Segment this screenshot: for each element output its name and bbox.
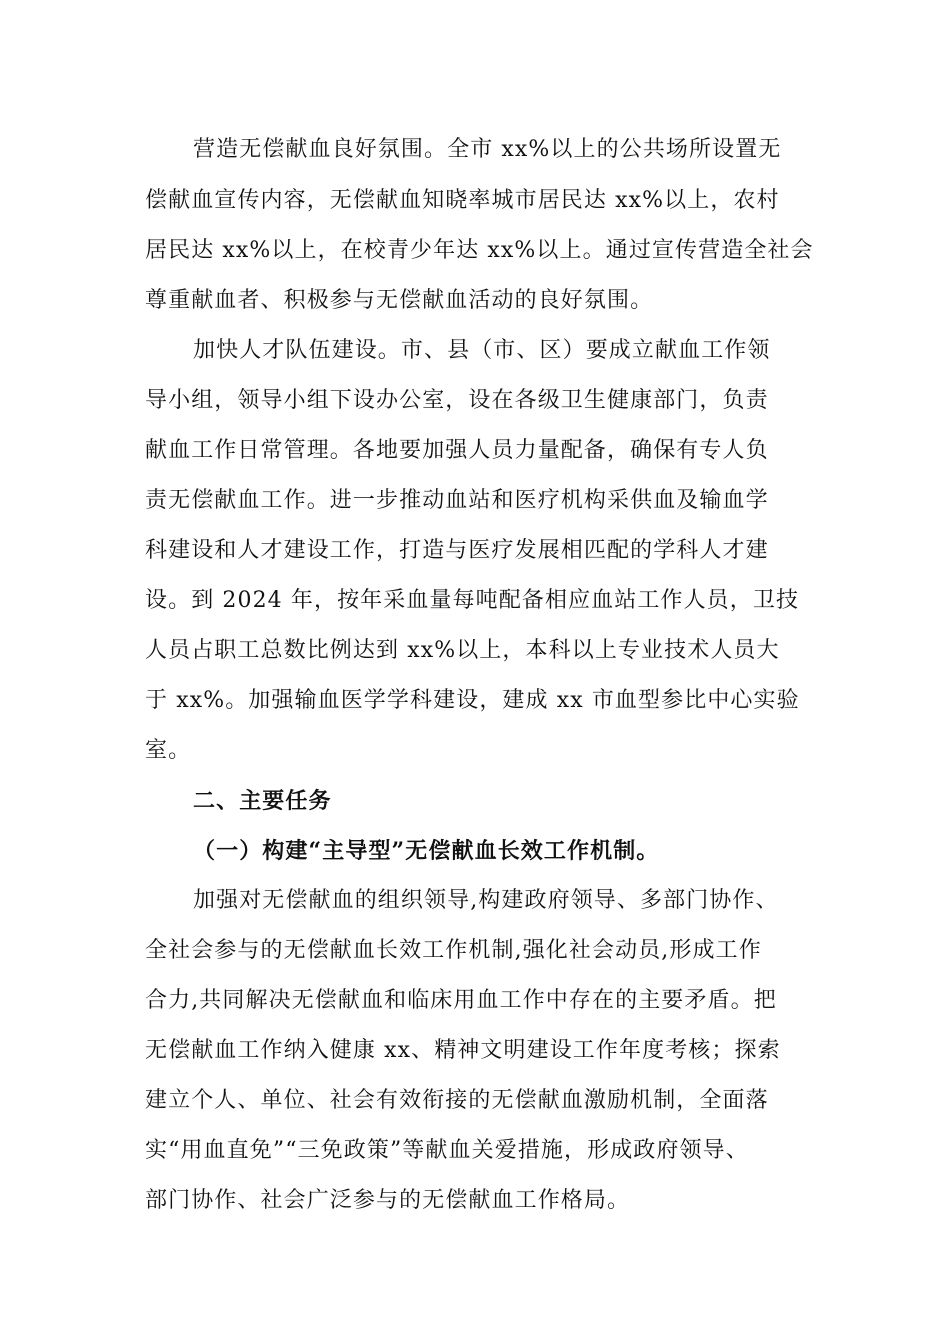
text-line-6: 导小组，领导小组下设办公室，设在各级卫生健康部门，负责: [145, 388, 769, 413]
subsection-heading: （一）构建“主导型”无偿献血长效工作机制。: [193, 838, 660, 864]
text-line-13: 室。: [145, 738, 192, 763]
section-heading: 二、主要任务: [193, 788, 332, 814]
text-line-12: 于 xx%。加强输血医学学科建设，建成 xx 市血型参比中心实验: [145, 688, 800, 713]
text-line-7: 献血工作日常管理。各地要加强人员力量配备，确保有专人负: [145, 438, 769, 463]
text-line-17: 全社会参与的无偿献血长效工作机制,强化社会动员,形成工作: [145, 938, 762, 963]
text-line-4: 尊重献血者、积极参与无偿献血活动的良好氛围。: [145, 288, 654, 313]
text-line-22: 部门协作、社会广泛参与的无偿献血工作格局。: [145, 1188, 631, 1213]
text-line-18: 合力,共同解决无偿献血和临床用血工作中存在的主要矛盾。把: [145, 988, 777, 1013]
text-line-9: 科建设和人才建设工作，打造与医疗发展相匹配的学科人才建: [145, 538, 769, 563]
text-line-20: 建立个人、单位、社会有效衔接的无偿献血激励机制，全面落: [145, 1088, 769, 1113]
text-line-21: 实“用血直免”“三免政策”等献血关爱措施，形成政府领导、: [145, 1138, 749, 1163]
text-line-3: 居民达 xx%以上，在校青少年达 xx%以上。通过宣传营造全社会: [145, 238, 814, 263]
text-line-19: 无偿献血工作纳入健康 xx、精神文明建设工作年度考核；探索: [145, 1038, 781, 1063]
text-line-2: 偿献血宣传内容，无偿献血知晓率城市居民达 xx%以上，农村: [145, 188, 780, 213]
text-line-8: 责无偿献血工作。进一步推动血站和医疗机构采供血及输血学: [145, 488, 769, 513]
text-line-5: 加快人才队伍建设。市、县（市、区）要成立献血工作领: [193, 338, 771, 363]
text-line-11: 人员占职工总数比例达到 xx%以上，本科以上专业技术人员大: [145, 638, 780, 663]
text-line-10: 设。到 2024 年，按年采血量每吨配备相应血站工作人员，卫技: [145, 588, 800, 613]
text-line-1: 营造无偿献血良好氛围。全市 xx%以上的公共场所设置无: [193, 137, 782, 162]
text-line-16: 加强对无偿献血的组织领导,构建政府领导、多部门协作、: [193, 888, 779, 913]
